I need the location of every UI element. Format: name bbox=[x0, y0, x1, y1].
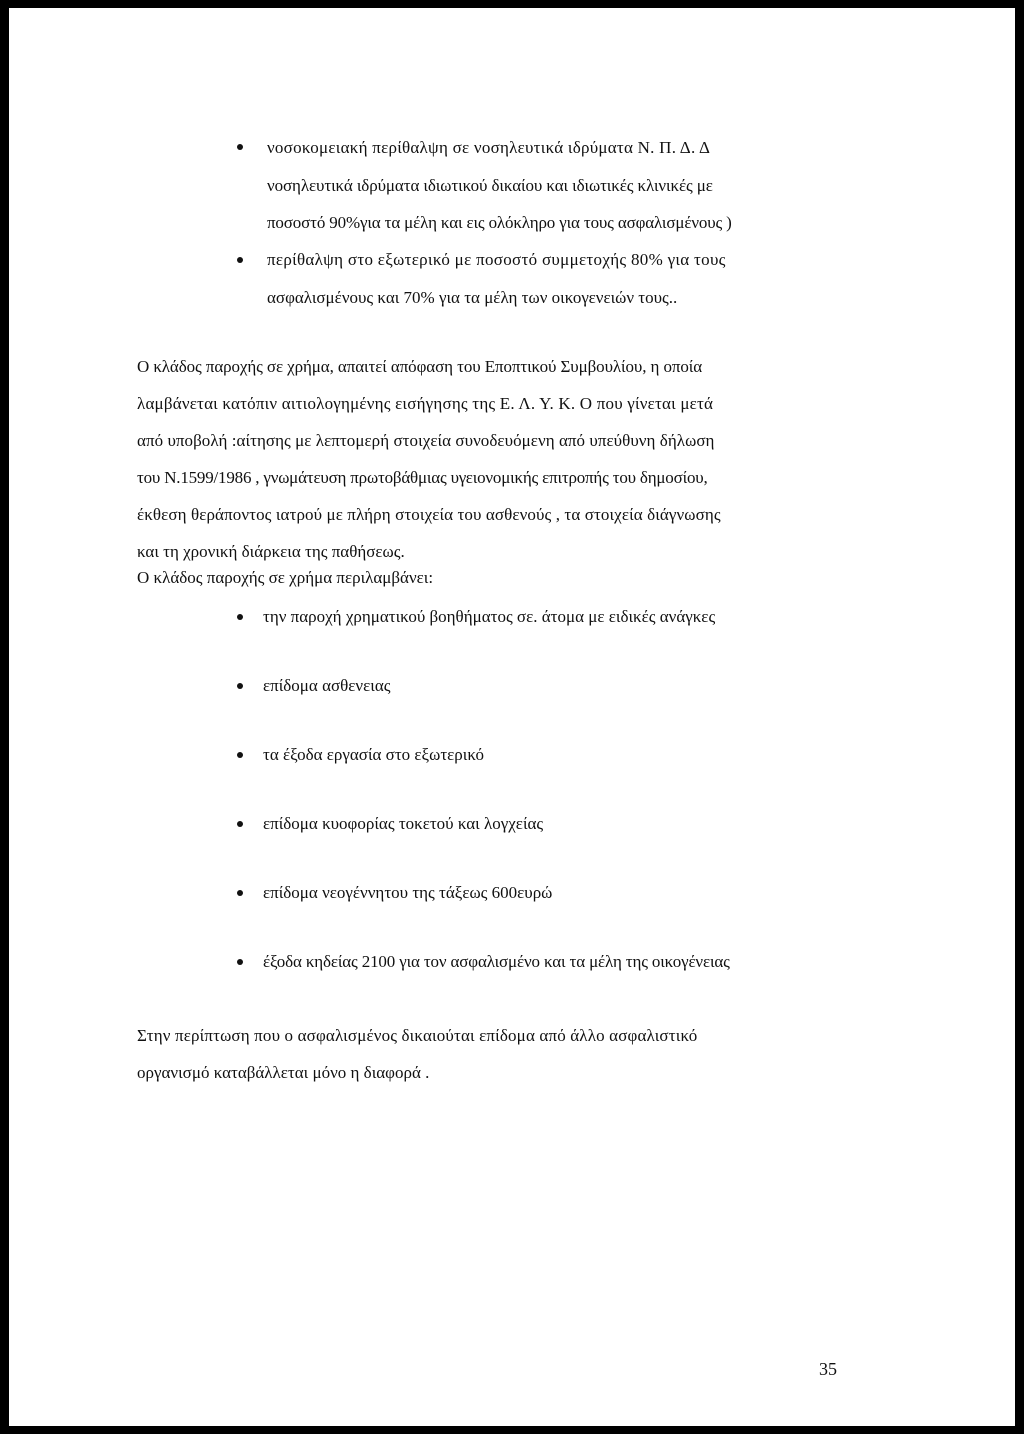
paragraph-line: Ο κλάδος παροχής σε χρήμα, απαιτεί απόφαση του Εποπτικού Συμβουλίου, η οποία bbox=[137, 357, 703, 376]
list-item-line: ποσοστό 90%για τα μέλη και εις ολόκληρο για τους ασφαλισμένους ) bbox=[267, 213, 732, 232]
list-item: την παροχή χρηματικού βοηθήματος σε. άτομα με ειδικές ανάγκες bbox=[263, 607, 716, 626]
bullet-icon bbox=[237, 144, 243, 150]
paragraph-line: Στην περίπτωση που ο ασφαλισμένος δικαιούται επίδομα από άλλο ασφαλιστικό bbox=[137, 1026, 698, 1045]
bullet-icon bbox=[237, 614, 243, 620]
list-item: τα έξοδα εργασία στο εξωτερικό bbox=[263, 745, 485, 764]
bullet-icon bbox=[237, 683, 243, 689]
benefits-intro: Ο κλάδος παροχής σε χρήμα περιλαμβάνει: bbox=[137, 568, 434, 587]
list-item-line: νοσηλευτικά ιδρύματα ιδιωτικού δικαίου και ιδιωτικές κλινικές με bbox=[267, 176, 713, 195]
document-page bbox=[9, 8, 1015, 1426]
paragraph-line: από υποβολή :αίτησης με λεπτομερή στοιχεία συνοδευόμενη από υπεύθυνη δήλωση bbox=[137, 431, 715, 450]
list-item-line: περίθαλψη στο εξωτερικό με ποσοστό συμμετοχής 80% για τους bbox=[267, 250, 726, 269]
list-item: επίδομα ασθενειας bbox=[263, 676, 391, 695]
bullet-icon bbox=[237, 257, 243, 263]
list-item: έξοδα κηδείας 2100 για τον ασφαλισμένο και τα μέλη της οικογένειας bbox=[263, 952, 730, 971]
bullet-icon bbox=[237, 890, 243, 896]
paragraph-line: οργανισμό καταβάλλεται μόνο η διαφορά . bbox=[137, 1063, 430, 1082]
bullet-icon bbox=[237, 959, 243, 965]
paragraph-line: λαμβάνεται κατόπιν αιτιολογημένης εισήγησης της Ε. Λ. Υ. Κ. Ο που γίνεται μετά bbox=[137, 394, 714, 413]
list-item-line: ασφαλισμένους και 70% για τα μέλη των οικογενειών τους.. bbox=[267, 288, 678, 307]
list-item-line: νοσοκομειακή περίθαλψη σε νοσηλευτικά ιδρύματα Ν. Π. Δ. Δ bbox=[267, 138, 711, 157]
paragraph-line: έκθεση θεράποντος ιατρού με πλήρη στοιχεία του ασθενούς , τα στοιχεία διάγνωσης bbox=[137, 505, 721, 524]
page-number: 35 bbox=[819, 1359, 837, 1379]
bullet-icon bbox=[237, 752, 243, 758]
list-item: επίδομα νεογέννητου της τάξεως 600ευρώ bbox=[263, 883, 553, 902]
paragraph-line: και τη χρονική διάρκεια της παθήσεως. bbox=[137, 542, 405, 561]
paragraph-line: του Ν.1599/1986 , γνωμάτευση πρωτοβάθμιας υγειονομικής επιτροπής του δημοσίου, bbox=[137, 468, 708, 487]
list-item: επίδομα κυοφορίας τοκετού και λογχείας bbox=[263, 814, 544, 833]
bullet-icon bbox=[237, 821, 243, 827]
